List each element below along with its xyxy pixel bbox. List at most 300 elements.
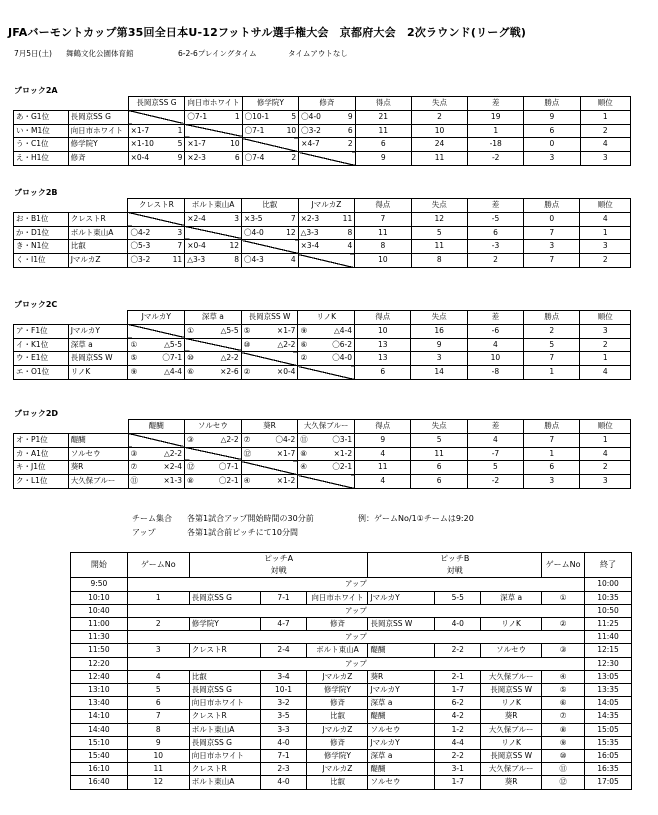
game-no-a: 6 [127,697,189,710]
pitch-a-score: 7-1 [260,591,307,604]
result-part-left: ×1-7 [130,125,150,135]
table-row [14,254,631,268]
schedule-row [71,684,632,697]
table-row [14,433,631,447]
header-end: 終了 [585,553,632,578]
game-no-b: ⑥ [542,697,585,710]
stat-value: 2 [580,254,631,268]
result-cell [128,447,185,461]
stat-header: 得点 [355,420,411,434]
pitch-b-team1: ソルセウ [368,776,435,789]
result-content [301,227,353,240]
header-game-no-a: ゲームNo [127,553,189,578]
self-match-cell [128,433,185,447]
end-time: 10:35 [585,591,632,604]
result-cell [298,461,355,475]
pitch-a-team2: 修斉 [307,618,368,631]
result-cell [298,212,355,226]
game-no-b: ④ [542,670,585,683]
stat-header: 差 [467,311,523,325]
game-no-b: ⑤ [542,684,585,697]
result-part-left: ×3-4 [300,241,320,251]
schedule-row [71,710,632,723]
result-content [300,325,352,338]
stat-header: 差 [467,199,523,213]
pitch-b-score: 4-4 [435,736,481,749]
stat-value: 0 [524,212,580,226]
result-part-right: 1 [234,111,240,121]
pitch-a-team2: JマルカZ [307,723,368,736]
table-row [14,240,631,254]
result-cell [242,226,299,240]
stat-value: 1 [524,447,580,461]
result-part-right: 10 [286,125,297,135]
result-part-right: ×1-2 [276,476,296,486]
result-part-left: △3-3 [300,227,319,237]
event-date: 7月5日(土) [14,49,52,58]
game-no-b: ⑨ [542,736,585,749]
pitch-a-team1: ボルト東山A [189,723,260,736]
result-part-right: 8 [347,227,353,237]
stat-value: 4 [580,447,631,461]
self-match-cell [298,475,355,489]
result-content [245,125,297,138]
result-cell [128,338,185,352]
seed-position: ク・L1位 [14,475,69,489]
end-time: 17:05 [585,776,632,789]
team-gather-text: 各第1試合アップ開始時間の30分前 [187,514,314,523]
stat-header: 失点 [411,420,467,434]
seed-position: か・D1位 [14,226,69,240]
result-content [300,352,352,365]
result-part-left: ×1-7 [187,139,206,149]
team-name: 長岡京SS G [68,110,128,124]
pitch-b-team1: 深草 a [368,697,435,710]
result-content [244,227,296,240]
pitch-a-team2: ボルト東山A [307,644,368,657]
warmup-cell: アップ [127,578,584,591]
result-part-right: 8 [234,255,240,265]
result-content [187,461,239,474]
end-time: 14:35 [585,710,632,723]
pitch-b-team1: 深草 a [368,750,435,763]
stat-value: -3 [467,240,523,254]
stat-value: 7 [355,212,411,226]
result-cell [185,240,242,254]
block-label: ブロック2D [14,409,59,418]
result-part-right: △2-2 [164,448,183,458]
result-content [244,475,296,488]
stat-value: 2 [467,254,523,268]
game-no-a: 1 [127,591,189,604]
stat-value: 5 [411,433,467,447]
result-part-right: 〇3-1 [332,434,353,444]
pitch-b-score: 2-1 [435,670,481,683]
result-part-right: 2 [291,153,297,163]
schedule-row [71,657,632,670]
stat-value: 2 [580,124,630,138]
stat-value: 9 [524,110,580,124]
pitch-a-team1: 長岡京SS G [189,591,260,604]
game-no-b: ⑧ [542,723,585,736]
team-header: 長岡京SS G [128,97,185,111]
result-part-right: 3 [177,227,183,237]
warmup-cell: アップ [127,604,584,617]
end-time: 12:15 [585,644,632,657]
stat-value: 3 [580,240,631,254]
result-part-left: ⑥ [187,367,194,377]
result-content [301,111,352,124]
stat-value: 9 [411,338,467,352]
stat-value: 2 [580,338,631,352]
result-content [187,434,239,447]
pitch-b-team1: JマルカY [368,736,435,749]
pitch-a-team1: クレストR [189,644,260,657]
stat-header: 順位 [580,199,631,213]
start-time: 10:40 [71,604,128,617]
seed-position: あ・G1位 [14,110,69,124]
self-match-cell [185,226,242,240]
stat-header: 順位 [580,97,630,111]
result-part-left: ×0-4 [130,153,150,163]
table-row [14,461,631,475]
result-content [300,448,352,461]
pitch-a-team2: JマルカZ [307,763,368,776]
schedule-row [71,723,632,736]
pitch-b-team2: 大久保ブルー [481,763,542,776]
start-time: 14:40 [71,723,128,736]
corner-cell [68,97,128,111]
stat-value: 1 [468,124,524,138]
result-cell [128,475,185,489]
pitch-b-team2: リノK [481,697,542,710]
result-cell [242,124,299,138]
result-cell [185,138,242,152]
result-part-right: 10 [230,139,240,149]
seed-position: イ・K1位 [14,338,69,352]
result-part-right: ×1-7 [276,325,296,335]
result-part-right: ×1-7 [276,448,296,458]
stat-header: 失点 [411,97,467,111]
result-part-right: ×0-4 [276,367,296,377]
result-part-right: ×1-2 [333,448,353,458]
self-match-cell [242,138,299,152]
start-time: 11:50 [71,644,128,657]
result-cell [299,124,355,138]
table-row [14,138,631,152]
result-content [244,448,296,461]
result-part-right: 〇2-1 [332,462,353,472]
block-label: ブロック2A [14,86,58,95]
result-content [130,227,182,240]
stat-header: 得点 [355,97,411,111]
pitch-b-score: 2-2 [435,750,481,763]
schedule-row [71,604,632,617]
result-content [245,152,297,165]
result-content [187,254,239,267]
table-row [14,475,631,489]
stat-header: 差 [467,420,523,434]
result-content [301,125,352,138]
stat-value: 5 [411,226,467,240]
stat-value: 11 [411,447,467,461]
stat-value: 9 [355,152,411,166]
stat-value: 8 [355,240,411,254]
result-part-right: △4-4 [164,367,183,377]
schedule-row [71,750,632,763]
team-name: 長岡京SS W [68,352,128,366]
game-no-b: ⑩ [542,750,585,763]
seed-position: エ・O1位 [14,366,69,380]
schedule-row [71,763,632,776]
stat-value: 4 [580,366,631,380]
pitch-b-team2: 葵R [481,776,542,789]
game-no-a: 9 [127,736,189,749]
pitch-a-team1: 比叡 [189,670,260,683]
stat-value: 19 [468,110,524,124]
header-start: 開始 [71,553,128,578]
team-name: ボルト東山A [68,226,128,240]
result-part-left: ×4-7 [301,139,320,149]
stat-value: -8 [467,366,523,380]
result-content [300,339,352,352]
result-part-left: 〇10-1 [244,111,270,121]
stat-header: 得点 [355,311,411,325]
warmup-cell: アップ [127,657,584,670]
team-header: 修斉 [299,97,355,111]
stat-value: 3 [524,240,580,254]
seed-position: い・M1位 [14,124,69,138]
team-header: JマルカZ [298,199,355,213]
result-content [187,352,239,365]
start-time: 10:10 [71,591,128,604]
stat-value: 11 [355,226,411,240]
result-content [131,152,183,165]
result-part-left: ⑧ [187,476,194,486]
stat-header: 失点 [411,199,467,213]
result-part-right: ×2-6 [220,367,239,377]
result-content [301,213,353,226]
result-cell [241,324,298,338]
seed-position: く・I1位 [14,254,69,268]
pitch-b-team1: 醍醐 [368,644,435,657]
start-time: 15:10 [71,736,128,749]
stat-header: 勝点 [524,311,580,325]
result-cell [299,138,355,152]
result-cell [128,124,185,138]
game-no-a: 4 [127,670,189,683]
stat-value: 4 [467,338,523,352]
result-cell [242,152,299,166]
result-content [131,125,183,138]
result-part-left: 〇4-2 [130,227,151,237]
result-part-left: ×2-4 [187,213,206,223]
result-part-right: 4 [290,255,296,265]
start-time: 15:40 [71,750,128,763]
stat-value: 3 [524,475,580,489]
result-cell [298,324,355,338]
timeout-rule: タイムアウトなし [288,49,348,58]
pitch-a-score: 7-1 [260,750,307,763]
pitch-a-score: 4-0 [260,736,307,749]
result-content [187,325,239,338]
result-part-left: ⑥ [300,339,308,349]
result-part-left: ④ [243,476,251,486]
schedule-row [71,591,632,604]
result-cell [298,352,355,366]
result-content [300,461,352,474]
result-part-right: 〇4-2 [275,434,296,444]
result-part-right: 9 [177,153,183,163]
stat-value: 10 [467,352,523,366]
game-no-a: 7 [127,710,189,723]
event-venue: 舞鶴文化公園体育館 [66,49,134,58]
result-content [244,366,296,379]
stat-value: 2 [411,110,467,124]
header-pitch-b: ピッチB [368,553,542,566]
corner-cell [68,199,128,213]
pitch-b-score: 4-2 [435,710,481,723]
result-part-left: ① [130,339,138,349]
result-cell [298,433,355,447]
stat-value: 6 [355,366,411,380]
corner-cell [68,311,128,325]
result-part-left: ×2-3 [300,213,320,223]
schedule-row [71,631,632,644]
warmup-cell: アップ [127,631,584,644]
stat-value: 4 [467,433,523,447]
stat-value: 11 [355,124,411,138]
game-no-b: ⑫ [542,776,585,789]
pitch-b-team2: リノK [481,618,542,631]
pitch-b-score: 1-7 [435,684,481,697]
pitch-b-team1: JマルカY [368,591,435,604]
game-no-b: ② [542,618,585,631]
pitch-a-team1: 向日市ホワイト [189,697,260,710]
seed-position: う・C1位 [14,138,69,152]
stat-value: 4 [355,447,411,461]
result-part-left: ⑩ [243,339,251,349]
result-content [131,448,183,461]
self-match-cell [185,124,242,138]
result-part-right: ×1-3 [163,476,183,486]
self-match-cell [185,447,242,461]
result-part-left: ⑤ [130,353,138,363]
stat-value: -18 [468,138,524,152]
result-content [130,352,182,365]
pitch-b-team2: ソルセウ [481,644,542,657]
team-header: 比叡 [242,199,299,213]
stat-value: 5 [467,461,523,475]
stat-value: 8 [411,254,467,268]
result-content [187,366,239,379]
header-game-no-b: ゲームNo [542,553,585,578]
pitch-b-team1: 醍醐 [368,763,435,776]
result-content [244,213,296,226]
stat-value: 3 [580,152,630,166]
result-part-left: ×2-3 [187,153,206,163]
result-part-right: 7 [290,213,296,223]
result-part-left: ⑤ [243,325,251,335]
end-time: 16:35 [585,763,632,776]
pitch-a-score: 10-1 [260,684,307,697]
result-cell [298,226,355,240]
stat-value: 6 [411,475,467,489]
team-name: クレストR [68,212,128,226]
playing-time: 6-2-6プレイングタイム [178,49,257,58]
stat-value: 6 [524,461,580,475]
result-part-left: 〇7-1 [244,125,265,135]
stat-value: 10 [355,254,411,268]
result-part-right: 〇2-1 [218,476,239,486]
stat-value: 12 [411,212,467,226]
result-content [187,213,239,226]
stat-value: -2 [468,152,524,166]
stat-value: 3 [524,152,580,166]
schedule-row [71,644,632,657]
game-no-a: 10 [127,750,189,763]
stat-value: 4 [580,138,630,152]
pitch-a-team1: クレストR [189,710,260,723]
result-part-right: 7 [177,241,183,251]
result-cell [185,433,242,447]
game-no-b: ⑪ [542,763,585,776]
team-header: 深草 a [185,311,242,325]
stat-value: 11 [411,240,467,254]
stat-value: -5 [467,212,523,226]
corner-cell [14,97,69,111]
league-table [13,310,631,380]
team-name: 比叡 [68,240,128,254]
result-part-right: △2-2 [277,339,296,349]
header-match-a: 対戦 [189,565,368,578]
pitch-a-team1: 向日市ホワイト [189,750,260,763]
result-part-left: ×1-10 [130,139,154,149]
start-time: 14:10 [71,710,128,723]
result-part-right: 11 [342,213,353,223]
result-content [244,254,296,267]
result-content [301,240,353,253]
result-content [131,138,183,151]
stat-value: 11 [355,461,411,475]
pitch-b-score: 5-5 [435,591,481,604]
end-time: 12:30 [585,657,632,670]
stat-value: 10 [411,124,467,138]
result-content [187,475,239,488]
result-part-right: 3 [234,213,240,223]
stat-value: 7 [524,226,580,240]
result-content [244,434,296,447]
result-part-left: 〇3-2 [130,255,151,265]
result-part-left: 〇4-3 [244,255,264,265]
league-table [13,419,631,489]
result-part-right: △2-2 [220,434,239,444]
result-part-left: ×3-5 [244,213,263,223]
table-row [14,352,631,366]
pitch-b-score: 3-1 [435,763,481,776]
team-name: ソルセウ [68,447,128,461]
result-cell [128,138,185,152]
result-cell [185,366,242,380]
stat-value: 1 [580,433,631,447]
pitch-a-team1: クレストR [189,763,260,776]
pitch-b-team2: 大久保ブルー [481,670,542,683]
seed-position: キ・J1位 [14,461,69,475]
pitch-a-team1: 長岡京SS G [189,684,260,697]
pitch-a-score: 4-7 [260,618,307,631]
result-cell [298,240,355,254]
page-title: JFAバーモントカップ第35回全日本U-12フットサル選手権大会 京都府大会 2次ラウンド(リーグ戦) [8,26,527,39]
